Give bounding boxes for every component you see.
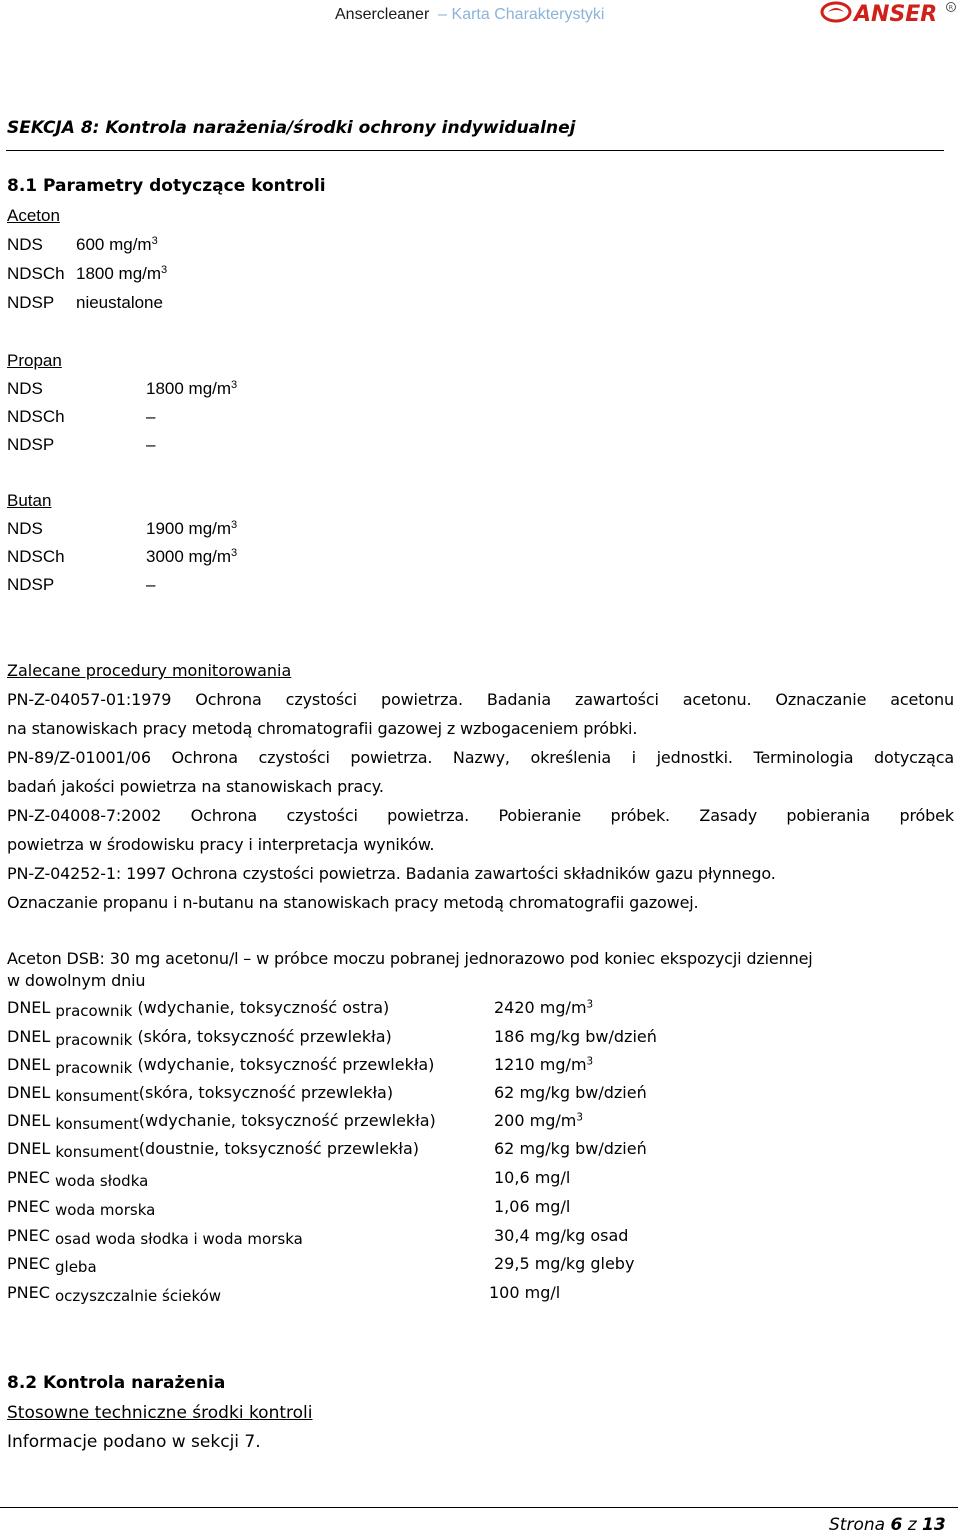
monitoring-line: PN-Z-04057-01:1979 Ochrona czystości powietrza. Badania zawartości acetonu. Oznaczanie acetonu <box>7 690 954 709</box>
dnel-row-label: DNEL konsument(doustnie, toksyczność przewlekła) <box>7 1139 420 1161</box>
dnel-row-label: DNEL konsument(wdychanie, toksyczność przewlekła) <box>7 1111 436 1133</box>
propan-ndsp-label: NDSP <box>7 435 55 454</box>
company-name: Ansercleaner <box>335 6 430 23</box>
monitoring-line: powietrza w środowisku pracy i interpretacja wyników. <box>7 835 435 854</box>
svg-text:R: R <box>948 3 954 12</box>
butan-ndsp-label: NDSP <box>7 575 55 594</box>
substance-butan: Butan <box>7 491 52 510</box>
section-divider <box>6 150 944 151</box>
pnec-row-value: 1,06 mg/l <box>494 1197 571 1216</box>
page-number: Strona 6 z 13 <box>829 1515 946 1535</box>
dnel-row-label: DNEL konsument(skóra, toksyczność przewlekła) <box>7 1083 394 1105</box>
pnec-row-value: 100 mg/l <box>489 1283 561 1302</box>
pnec-row-label: PNEC woda morska <box>7 1197 156 1219</box>
substance-aceton: Aceton <box>7 206 60 225</box>
dnel-row-label: DNEL pracownik (skóra, toksyczność przewlekła) <box>7 1027 392 1049</box>
substance-propan: Propan <box>7 351 62 370</box>
pnec-row-label: PNEC woda słodka <box>7 1168 149 1190</box>
dnel-row-label: DNEL pracownik (wdychanie, toksyczność ostra) <box>7 998 390 1020</box>
subsection-8-2-title: 8.2 Kontrola narażenia <box>7 1373 226 1393</box>
propan-ndsp-value: – <box>146 435 156 454</box>
monitoring-line: PN-Z-04008-7:2002 Ochrona czystości powietrza. Pobieranie próbek. Zasady pobierania próbek <box>7 806 954 825</box>
propan-nds-label: NDS <box>7 379 43 398</box>
subsection-8-1-title: 8.1 Parametry dotyczące kontroli <box>7 176 326 196</box>
logo-text: ANSER <box>854 2 938 26</box>
propan-ndsch-value: – <box>146 407 156 426</box>
header-doc-type: – Karta Charakterystyki <box>433 6 605 23</box>
pnec-row-value: 29,5 mg/kg gleby <box>494 1254 635 1273</box>
dsb-line: Aceton DSB: 30 mg acetonu/l – w próbce moczu pobranej jednorazowo pod koniec ekspozycji dziennej <box>7 949 813 968</box>
aceton-ndsch-value: 1800 $mg/m^3$ <box>76 263 168 283</box>
technical-controls-title: Stosowne techniczne środki kontroli <box>7 1403 313 1423</box>
section-title: SEKCJA 8: Kontrola narażenia/środki ochrony indywidualnej <box>7 118 576 138</box>
aceton-nds-label: NDS <box>7 235 43 254</box>
pnec-row-label: PNEC gleba <box>7 1254 97 1276</box>
dnel-row-label: DNEL pracownik (wdychanie, toksyczność przewlekła) <box>7 1055 435 1077</box>
monitoring-line: PN-89/Z-01001/06 Ochrona czystości powietrza. Nazwy, określenia i jednostki. Terminologia dotycząca <box>7 748 954 767</box>
aceton-nds-value: 600 $mg/m^3$ <box>76 234 158 254</box>
pnec-row-value: 10,6 mg/l <box>494 1168 571 1187</box>
butan-ndsch-value: 3000 $mg/m^3$ <box>146 546 238 566</box>
document-header <box>335 6 604 24</box>
monitoring-line: Oznaczanie propanu i n-butanu na stanowiskach pracy metodą chromatografii gazowej. <box>7 893 699 912</box>
dsb-line: w dowolnym dniu <box>7 971 146 990</box>
butan-ndsch-label: NDSCh <box>7 547 65 566</box>
pnec-row-label: PNEC oczyszczalnie ścieków <box>7 1283 222 1305</box>
propan-ndsch-label: NDSCh <box>7 407 65 426</box>
pnec-row-label: PNEC osad woda słodka i woda morska <box>7 1226 303 1248</box>
monitoring-line: badań jakości powietrza na stanowiskach pracy. <box>7 777 384 796</box>
monitoring-line: PN-Z-04252-1: 1997 Ochrona czystości powietrza. Badania zawartości składników gazu płynnego. <box>7 864 776 883</box>
dnel-row-value: 200 $mg/m^3$ <box>494 1111 583 1130</box>
butan-nds-value: 1900 $mg/m^3$ <box>146 518 238 538</box>
butan-ndsp-value: – <box>146 575 156 594</box>
monitoring-title: Zalecane procedury monitorowania <box>7 661 292 680</box>
dnel-row-value: 62 mg/kg bw/dzień <box>494 1139 647 1158</box>
dnel-row-value: 1210 $mg/m^3$ <box>494 1055 594 1074</box>
propan-nds-value: 1800 $mg/m^3$ <box>146 378 238 398</box>
dnel-row-value: 2420 $mg/m^3$ <box>494 998 594 1017</box>
dnel-row-value: 186 mg/kg bw/dzień <box>494 1027 657 1046</box>
monitoring-line: na stanowiskach pracy metodą chromatografii gazowej z wzbogaceniem próbki. <box>7 719 638 738</box>
aceton-ndsp-label: NDSP <box>7 293 55 312</box>
footer-divider <box>0 1507 958 1508</box>
anser-logo <box>820 0 960 26</box>
aceton-ndsch-label: NDSCh <box>7 264 65 283</box>
technical-controls-text: Informacje podano w sekcji 7. <box>7 1432 261 1452</box>
butan-nds-label: NDS <box>7 519 43 538</box>
aceton-ndsp-value: nieustalone <box>76 293 163 312</box>
dnel-row-value: 62 mg/kg bw/dzień <box>494 1083 647 1102</box>
pnec-row-value: 30,4 mg/kg osad <box>494 1226 629 1245</box>
